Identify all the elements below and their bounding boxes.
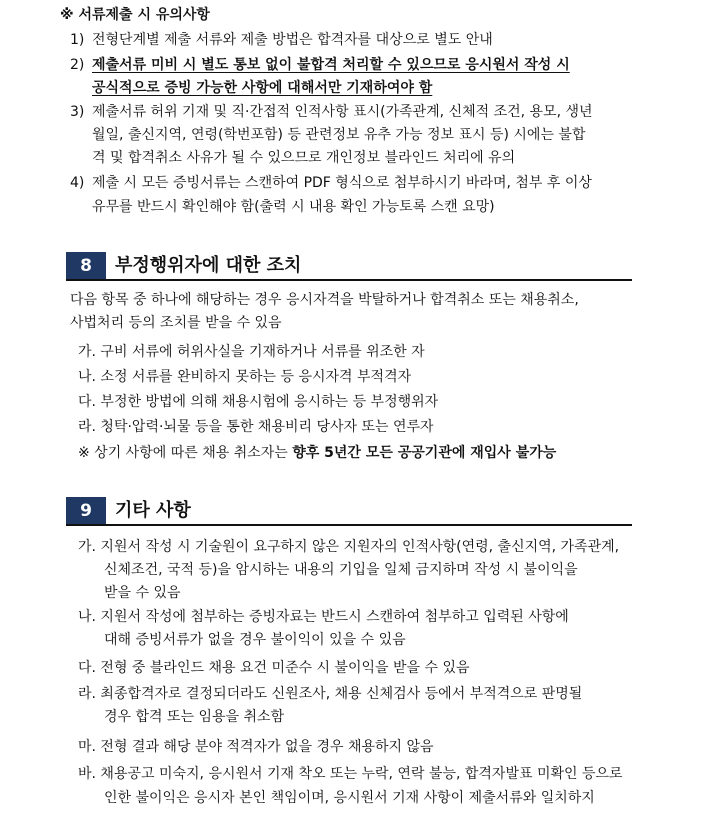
section-9-number-badge: 9	[66, 497, 106, 525]
section-9-item: 가. 지원서 작성 시 기술원이 요구하지 않은 지원자의 인적사항(연령, 출신지역, 가족관계,	[78, 539, 620, 555]
section-9-item: 다. 전형 중 블라인드 채용 요건 미준수 시 불이익을 받을 수 있음	[78, 660, 470, 676]
section-9-item-continuation: 인한 불이익은 응시자 본인 책임이며, 응시원서 기재 사항이 제출서류와 일치하지	[104, 790, 595, 806]
section-9-item-continuation: 경우 합격 또는 임용을 취소함	[104, 709, 285, 725]
section-9-item: 라. 최종합격자로 결정되더라도 신원조사, 채용 신체검사 등에서 부적격으로 판명될	[78, 686, 583, 702]
notice-item-4-line-2: 유무를 반드시 확인해야 함(출력 시 내용 확인 가능토록 스캔 요망)	[92, 199, 495, 215]
notice-item-3-line-3: 격 및 합격취소 사유가 될 수 있으므로 개인정보 블라인드 처리에 유의	[92, 150, 516, 166]
notice-item-3	[70, 102, 593, 122]
section-8-item: 라. 청탁·압력·뇌물 등을 통한 채용비리 당사자 또는 연루자	[78, 419, 434, 435]
notice-item-text: 제출 시 모든 증빙서류는 스캔하여 PDF 형식으로 첨부하시기 바라며, 첨부 후 이상	[92, 175, 592, 191]
notice-title: ※ 서류제출 시 유의사항	[60, 7, 210, 23]
section-8-title: 부정행위자에 대한 조치	[115, 255, 302, 276]
section-8-intro: 다음 항목 중 하나에 해당하는 경우 응시자격을 박탈하거나 합격취소 또는 채용취소,	[70, 292, 579, 308]
section-9-item: 마. 전형 결과 해당 분야 적격자가 없을 경우 채용하지 않음	[78, 739, 434, 755]
notice-item-2-line-2: 공식적으로 증빙 가능한 사항에 대해서만 기재하여야 함	[92, 80, 433, 96]
section-8-intro-line-2: 사법처리 등의 조치를 받을 수 있음	[70, 315, 282, 331]
section-8-item: 다. 부정한 방법에 의해 채용시험에 응시하는 등 부정행위자	[78, 394, 439, 410]
notice-item-text: 제출서류 허위 기재 및 직·간접적 인적사항 표시(가족관계, 신체적 조건, 용모, 생년	[92, 104, 593, 120]
section-8-item: 가. 구비 서류에 허위사실을 기재하거나 서류를 위조한 자	[78, 344, 425, 360]
notice-item-text: 전형단계별 제출 서류와 제출 방법은 합격자를 대상으로 별도 안내	[92, 32, 493, 48]
notice-item-1	[70, 30, 493, 50]
section-9-item-continuation: 받을 수 있음	[104, 585, 181, 601]
section-8-note-text: ※ 상기 사항에 따른 채용 취소자는	[78, 445, 293, 461]
section-8-note	[78, 443, 556, 463]
section-8-note-emphasis: 향후 5년간 모든 공공기관에 재입사 불가능	[292, 445, 557, 461]
section-8-number-badge: 8	[66, 252, 106, 280]
notice-item-text: 제출서류 미비 시 별도 통보 없이 불합격 처리할 수 있으므로 응시원서 작성 시	[92, 57, 570, 73]
section-9-divider	[66, 524, 632, 526]
section-9-item: 나. 지원서 작성에 첨부하는 증빙자료는 반드시 스캔하여 첨부하고 입력된 사항에	[78, 609, 569, 625]
notice-item-number: 3)	[70, 104, 85, 120]
notice-item-2	[70, 55, 570, 75]
section-9-title: 기타 사항	[115, 500, 191, 521]
section-8-item: 나. 소정 서류를 완비하지 못하는 등 응시자격 부적격자	[78, 369, 412, 385]
section-9-item-continuation: 신체조건, 국적 등)을 암시하는 내용의 기입을 일체 금지하며 작성 시 불이익을	[104, 562, 578, 578]
notice-item-3-line-2: 월일, 출신지역, 연령(학번포함) 등 관련정보 유추 가능 정보 표시 등) 시에는 불합	[92, 127, 586, 143]
section-8-divider	[66, 279, 632, 281]
notice-item-number: 2)	[70, 57, 85, 73]
section-9-item-continuation: 대해 증빙서류가 없을 경우 불이익이 있을 수 있음	[104, 632, 406, 648]
notice-item-number: 4)	[70, 175, 85, 191]
notice-item-number: 1)	[70, 32, 85, 48]
notice-item-4	[70, 173, 592, 193]
section-9-item: 바. 채용공고 미숙지, 응시원서 기재 착오 또는 누락, 연락 불능, 합격자발표 미확인 등으로	[78, 766, 623, 782]
